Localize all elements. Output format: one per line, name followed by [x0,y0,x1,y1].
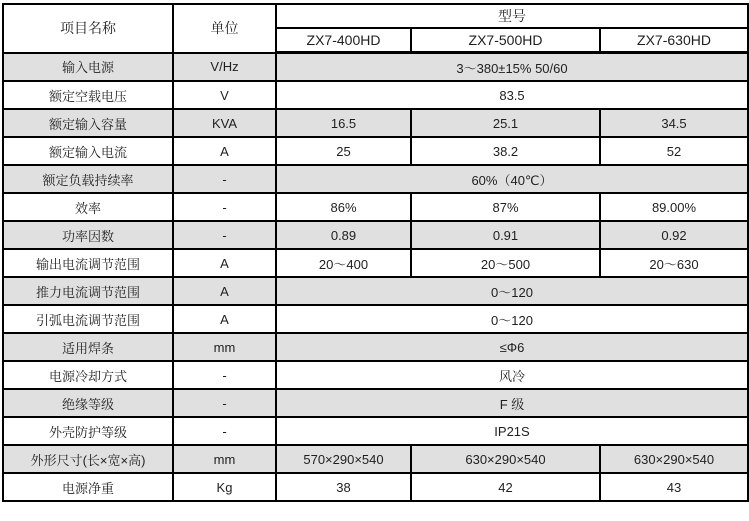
row-label: 绝缘等级 [3,389,173,417]
row-label: 电源冷却方式 [3,361,173,389]
row-value: 0.91 [411,221,600,249]
table-row [3,389,748,417]
row-value: 3～380±15% 50/60 [276,53,748,82]
row-label: 额定输入容量 [3,109,173,137]
row-value: 0.92 [600,221,748,249]
row-value: 42 [411,473,600,501]
row-value: IP21S [276,417,748,445]
table-row [3,333,748,361]
row-unit: mm [173,445,276,473]
row-value: 20～500 [411,249,600,277]
column-header-item: 项目名称 [3,4,173,53]
table-row [3,137,748,165]
table-row [3,473,748,501]
row-value: 43 [600,473,748,501]
row-value: 87% [411,193,600,221]
row-label: 输出电流调节范围 [3,249,173,277]
row-label: 效率 [3,193,173,221]
row-unit: - [173,361,276,389]
row-label: 推力电流调节范围 [3,277,173,305]
table-row [3,249,748,277]
row-value: 38 [276,473,411,501]
row-value: 52 [600,137,748,165]
row-unit: - [173,221,276,249]
row-value: 570×290×540 [276,445,411,473]
row-label: 输入电源 [3,53,173,82]
row-label: 外壳防护等级 [3,417,173,445]
table-row [3,361,748,389]
row-unit: - [173,165,276,193]
table-row [3,221,748,249]
row-unit: V [173,81,276,109]
row-value: 38.2 [411,137,600,165]
table-row [3,445,748,473]
row-label: 电源净重 [3,473,173,501]
table-row [3,277,748,305]
row-label: 外形尺寸(长×宽×高) [3,445,173,473]
row-label: 额定空载电压 [3,81,173,109]
column-header-unit: 单位 [173,4,276,53]
table-row [3,165,748,193]
row-value: 60%（40℃） [276,165,748,193]
row-value: 34.5 [600,109,748,137]
row-unit: A [173,137,276,165]
row-value: 89.00% [600,193,748,221]
model-header-zx7-500hd: ZX7-500HD [411,28,600,53]
table-row [3,109,748,137]
row-value: 0～120 [276,305,748,333]
spec-table-container [2,3,749,502]
row-value: 630×290×540 [600,445,748,473]
row-value: F 级 [276,389,748,417]
row-label: 功率因数 [3,221,173,249]
table-row [3,193,748,221]
table-row [3,305,748,333]
table-row [3,81,748,109]
row-unit: - [173,417,276,445]
row-value: 20～630 [600,249,748,277]
row-value: 16.5 [276,109,411,137]
spec-table [2,3,749,502]
row-unit: Kg [173,473,276,501]
row-value: 风冷 [276,361,748,389]
row-unit: mm [173,333,276,361]
table-row [3,417,748,445]
row-unit: KVA [173,109,276,137]
row-unit: - [173,389,276,417]
column-header-model: 型号 [276,4,748,28]
row-value: 0～120 [276,277,748,305]
row-value: 630×290×540 [411,445,600,473]
row-label: 适用焊条 [3,333,173,361]
row-value: ≤Φ6 [276,333,748,361]
row-label: 额定负载持续率 [3,165,173,193]
row-value: 20～400 [276,249,411,277]
header-row-top [3,4,748,28]
row-value: 25 [276,137,411,165]
row-value: 25.1 [411,109,600,137]
model-header-zx7-400hd: ZX7-400HD [276,28,411,53]
model-header-zx7-630hd: ZX7-630HD [600,28,748,53]
row-unit: A [173,249,276,277]
table-row [3,53,748,82]
row-value: 83.5 [276,81,748,109]
row-label: 额定输入电流 [3,137,173,165]
row-unit: A [173,305,276,333]
row-value: 86% [276,193,411,221]
row-unit: V/Hz [173,53,276,82]
row-label: 引弧电流调节范围 [3,305,173,333]
row-value: 0.89 [276,221,411,249]
row-unit: A [173,277,276,305]
row-unit: - [173,193,276,221]
